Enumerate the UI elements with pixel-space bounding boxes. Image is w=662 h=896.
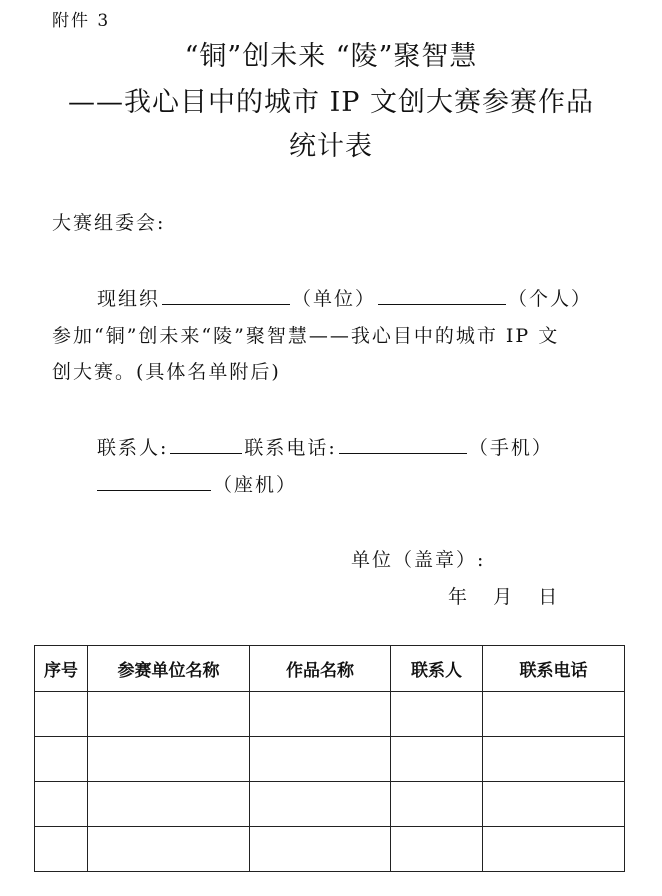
table-cell[interactable] [250, 737, 391, 782]
contact-phone-label: 联系电话: [244, 437, 337, 459]
table-cell[interactable] [391, 782, 483, 827]
table-row [35, 737, 625, 782]
title-line-1: “铜”创未来 “陵”聚智慧 [184, 41, 478, 72]
statistics-table [34, 645, 625, 872]
header-contact-person: 联系人 [391, 646, 483, 692]
header-contact-phone: 联系电话 [483, 646, 625, 692]
table-cell[interactable] [483, 692, 625, 737]
header-serial: 序号 [35, 646, 88, 692]
landline-line [95, 470, 297, 497]
individual-label: （个人） [508, 288, 593, 310]
table-cell[interactable] [483, 827, 625, 872]
table-cell[interactable] [391, 692, 483, 737]
table-cell[interactable] [391, 827, 483, 872]
table-cell[interactable] [88, 827, 250, 872]
table-cell[interactable] [35, 692, 88, 737]
table-cell[interactable] [483, 782, 625, 827]
paragraph-line-2: 参加“铜”创未来“陵”聚智慧——我心目中的城市 IP 文 [52, 325, 560, 347]
attachment-label: 附件 3 [52, 11, 111, 31]
table-header-row [35, 646, 625, 692]
table-cell[interactable] [88, 782, 250, 827]
unit-blank [162, 303, 290, 305]
landline-label: （座机） [213, 474, 298, 496]
table-cell[interactable] [250, 782, 391, 827]
individual-blank [378, 303, 506, 305]
header-unit-name: 参赛单位名称 [88, 646, 250, 692]
organize-line [97, 284, 592, 311]
table-cell[interactable] [35, 737, 88, 782]
seal-label: 单位（盖章）: [351, 549, 486, 571]
table-cell[interactable] [35, 827, 88, 872]
table-cell[interactable] [88, 737, 250, 782]
addressee: 大赛组委会: [52, 212, 166, 234]
title-line-2: ——我心目中的城市 IP 文创大赛参赛作品 [68, 87, 594, 118]
contact-person-blank [170, 452, 242, 454]
contact-phone-blank [339, 452, 467, 454]
contact-line [97, 433, 553, 460]
table-row [35, 692, 625, 737]
table-row [35, 782, 625, 827]
table-cell[interactable] [483, 737, 625, 782]
table-cell[interactable] [391, 737, 483, 782]
date-label: 年 月 日 [448, 586, 560, 608]
table-cell[interactable] [88, 692, 250, 737]
table-cell[interactable] [250, 827, 391, 872]
header-work-name: 作品名称 [250, 646, 391, 692]
mobile-label: （手机） [468, 437, 553, 459]
contact-person-label: 联系人: [97, 437, 169, 459]
unit-label: （单位） [292, 288, 377, 310]
title-line-3: 统计表 [289, 131, 373, 162]
table-cell[interactable] [250, 692, 391, 737]
paragraph-line-3: 创大赛。(具体名单附后) [52, 361, 281, 383]
organize-prefix: 现组织 [97, 288, 161, 310]
table-cell[interactable] [35, 782, 88, 827]
table-row [35, 827, 625, 872]
landline-blank [97, 489, 211, 491]
